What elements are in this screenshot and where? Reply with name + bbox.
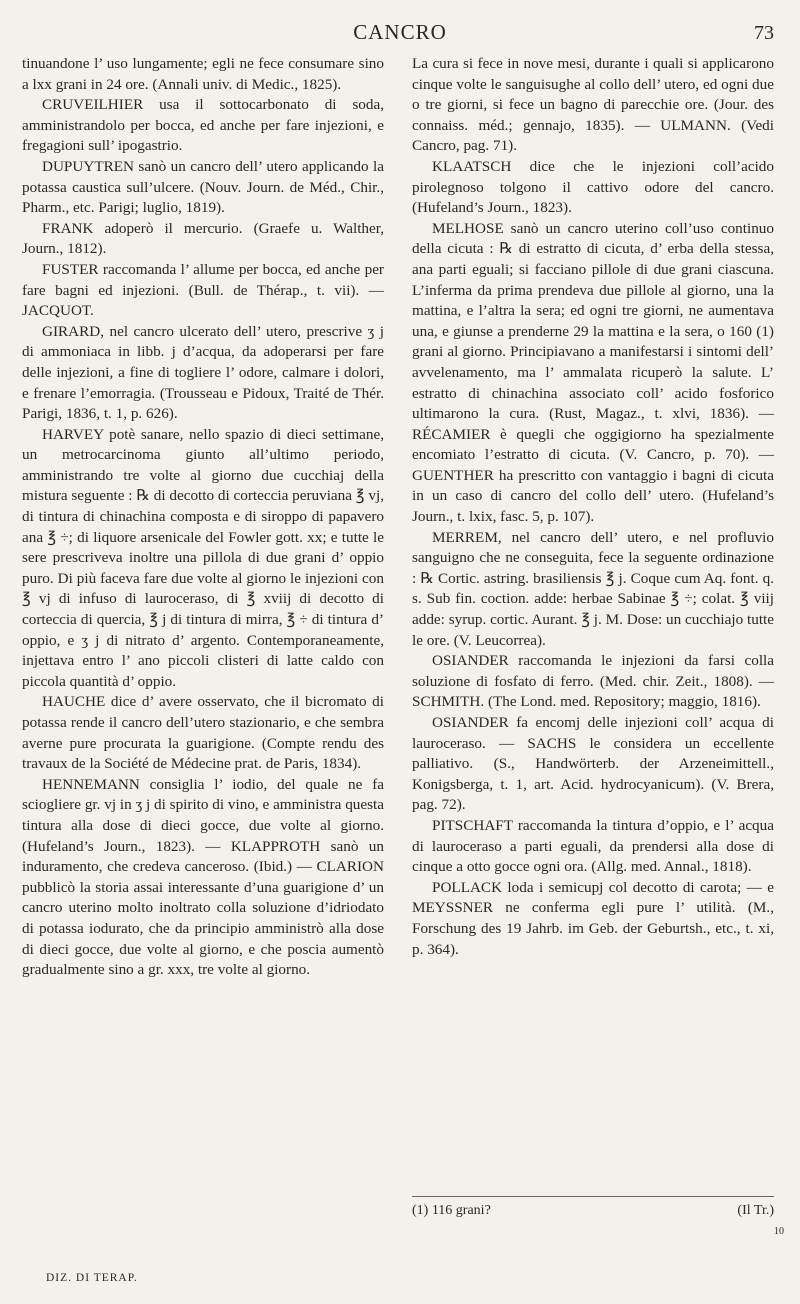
- paragraph: DUPUYTREN sanò un cancro dell’ utero applicando la potassa caustica sull’ulcere. (Nouv. Journ. de Méd., Chir., Pharm., etc. Parigi; luglio, 1819).: [22, 157, 384, 217]
- paragraph: POLLACK loda i semicupj col decotto di carota; — e MEYSSNER ne conferma egli pure l’ utilità. (M., Forschung des 19 Jahrb. im Geb. der Geburtsh., etc., t. xi, p. 364).: [412, 878, 774, 958]
- footnote: (1) 116 grani?: [412, 1203, 491, 1218]
- translator-note: (Il Tr.): [737, 1203, 774, 1218]
- signature-number: 10: [774, 1226, 784, 1237]
- right-column: [412, 54, 774, 960]
- paragraph: CRUVEILHIER usa il sottocarbonato di soda, amministrandolo per bocca, ed anche per fare injezioni, e fregagioni sull’ ipogastrio.: [22, 96, 384, 155]
- paragraph: tinuandone l’ uso lungamente; egli ne fece consumare sino a lxx grani in 24 ore. (Annali univ. di Medic., 1825).: [22, 55, 384, 93]
- page-number: 73: [754, 22, 774, 44]
- paragraph: HARVEY potè sanare, nello spazio di dieci settimane, un metrocarcinoma giunto all’ultimo periodo, amministrando tre volte al giorno due cucchiaj della mistura seguente : ℞ di decotto di corteccia peruviana ℥ vj, di tintura di chinachina composta e di siroppo di papavero ana ℥ ÷; di liquore arsenicale del Fowler gott. xx; e tutte le sere prescriveva inoltre una pillola di due grani d’ oppio puro. Di più faceva fare due volte al giorno le injezioni con ℥ vj di infuso di lauroceraso, di ℥ xviij di decotto di corteccia di quercia, ℥ j di tintura di mirra, ℥ ÷ di tintura d’ oppio, e ʒ j di nitrato d’ argento. Contemporaneamente, injettava entro l’ ano piccoli clisteri di latte caldo con piccola quantità d’ oppio.: [22, 425, 384, 690]
- signature-mark: DIZ. DI TERAP.: [46, 1272, 138, 1284]
- paragraph: GIRARD, nel cancro ulcerato dell’ utero, prescrive ʒ j di ammoniaca in libb. j d’acqua, da adoperarsi per fare delle injezioni, a fine di togliere l’ odore, calmare i dolori, e frenare l’emorragia. (Trousseau e Pidoux, Traité de Thér. Parigi, 1836, t. 1, p. 626).: [22, 322, 384, 423]
- paragraph: FRANK adoperò il mercurio. (Graefe u. Walther, Journ., 1812).: [22, 219, 384, 258]
- paragraph: HAUCHE dice d’ avere osservato, che il bicromato di potassa rende il cancro dell’utero stazionario, e che sembra averne pure procurata la guarigione. (Compte rendu des travaux de la Société de Médecine prat. de Paris, 1834).: [22, 693, 384, 773]
- paragraph: FUSTER raccomanda l’ allume per bocca, ed anche per fare bagni ed injezioni. (Bull. de Thérap., t. vii). — JACQUOT.: [22, 260, 384, 320]
- paragraph: OSIANDER raccomanda le injezioni da farsi colla soluzione di fosfato di ferro. (Med. chir. Zeit., 1808). — SCHMITH. (The Lond. med. Repository; maggio, 1816).: [412, 652, 774, 711]
- paragraph: HENNEMANN consiglia l’ iodio, del quale ne fa sciogliere gr. vj in ʒ j di spirito di vino, e amministra questa tintura alla dose di dieci gocce, due volte al giorno. (Hufeland’s Journ., 1823). — KLAPPROTH sanò un induramento, che credeva canceroso. (Ibid.) — CLARION pubblicò la storia assai interessante d’una guarigione d’ un cancro uterino molto inoltrato colla soluzione d’idriodato di potassa iodurato, che da principio amministrò alla dose di dieci gocce, due volte al giorno, e che poscia aumentò gradualmente sino a gr. xxx, tre volte al giorno.: [22, 775, 384, 979]
- paragraph: OSIANDER fa encomj delle injezioni coll’ acqua di lauroceraso. — SACHS le considera un eccellente palliativo. (S., Handwörterb. der Arzeneimittell., Konigsberga, t. 1, art. Acid. hydrocyanicum). (V. Brera, pag. 72).: [412, 714, 774, 814]
- paragraph: La cura si fece in nove mesi, durante i quali si applicarono cinque volte le sanguisughe al collo dell’ utero, ed ogni due o tre giorni, si fece un bagno di parecchie ore. (Jour. des connaiss. méd.; gennajo, 1835). — ULMANN. (Vedi Cancro, pag. 71).: [412, 55, 774, 155]
- left-column: [22, 54, 384, 981]
- running-head: CANCRO: [353, 20, 447, 44]
- paragraph: KLAATSCH dice che le injezioni coll’acido pirolegnoso tolgono il cattivo odore del cancro. (Hufeland’s Journ., 1823).: [412, 157, 774, 217]
- paragraph: MERREM, nel cancro dell’ utero, e nel profluvio sanguigno che ne conseguita, fece la seguente ordinazione : ℞ Cortic. astring. brasiliensis ℥ j. Coque cum Aq. font. q. s. Sub fin. coction. adde: herbae Sabinae ℥ ÷; colat. ℥ viij adde: syrup. cortic. Aurant. ℥ j. M. Dose: un cucchiajo tutte le ore. (V. Leucorrea).: [412, 528, 774, 649]
- footnote-area: [412, 1196, 774, 1219]
- paragraph: MELHOSE sanò un cancro uterino coll’uso continuo della cicuta : ℞ di estratto di cicuta, d’ erba della stessa, ana parti eguali; si facciano pillole di due grani ciascuna. L’inferma da prima prendeva due pillole al giorno, una la mattina, e l’altra la sera; ed ogni tre giorni, ne aumentava una, e giunse a prenderne 29 la mattina e la sera, o 160 (1) grani al giorno. Principiavano a manifestarsi i sintomi dell’ avvelenamento, ma l’ ammalata ricuperò la salute. L’ estratto di chinachina associato coll’ acido fosforico ultimarono la cura. (Rust, Magaz., t. xlvi, 1836). — RÉCAMIER è quegli che oggigiorno ha spezialmente encomiato l’estratto di cicuta. (V. Cancro, p. 70). — GUENTHER ha prescritto con vantaggio i bagni di cicuta in un caso di cancro del collo dell’ utero. (Hufeland’s Journ., t. lxix, fasc. 5, p. 107).: [412, 219, 774, 526]
- paragraph: PITSCHAFT raccomanda la tintura d’oppio, e l’ acqua di lauroceraso a parti eguali, da prendersi alla dose di cinque a otto gocce ogni ora. (Allg. med. Annal., 1818).: [412, 816, 774, 876]
